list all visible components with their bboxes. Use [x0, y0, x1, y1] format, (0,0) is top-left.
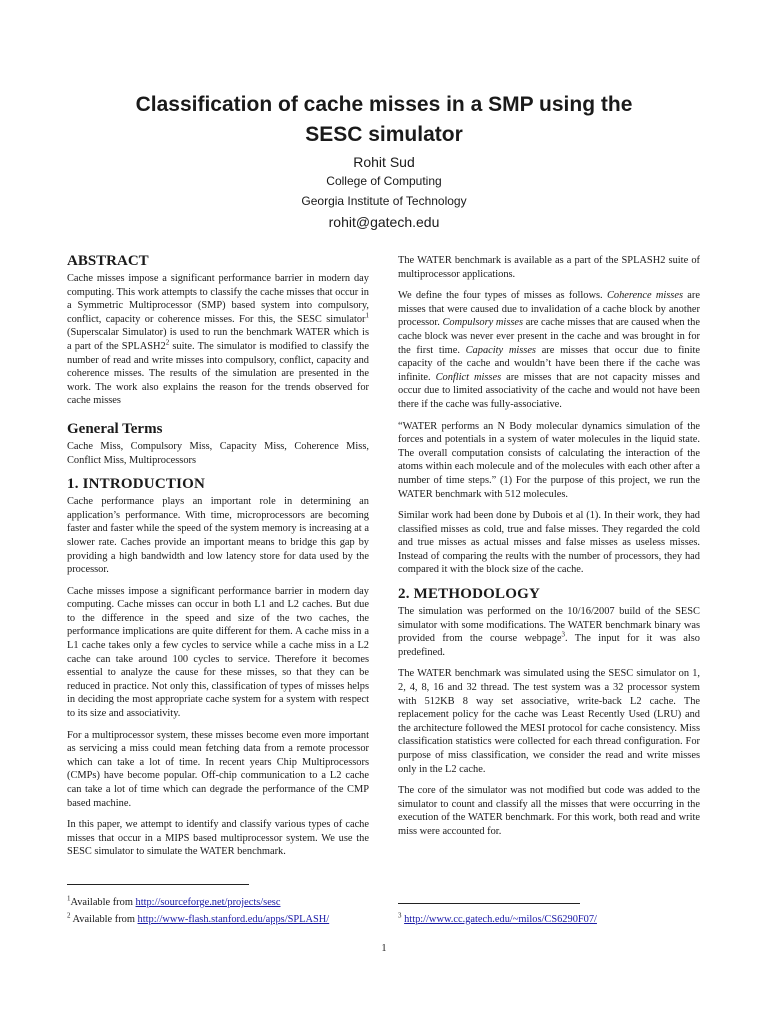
left-column: [67, 252, 369, 859]
water-availability-paragraph: The WATER benchmark is available as a part of the SPLASH2 suite of multiprocessor applications.: [398, 255, 700, 280]
title-line-1: Classification of cache misses in a SMP using the: [135, 93, 633, 116]
footnote-3: $^3$ http://www.cc.gatech.edu/~milos/CS6290F07/: [398, 911, 597, 925]
author-name: Rohit Sud: [353, 154, 415, 170]
abstract-text-a: Cache misses impose a significant performance barrier in modern day computing. This work attempts to classify the cache misses that occur in a Symmetric Multiprocessor (SMP) based system into compulsory, conflict, capacity or coherence misses. For this, the SESC simulator: [67, 273, 369, 325]
author-affiliation-1: College of Computing: [326, 174, 442, 188]
methodology-paragraph-2: The WATER benchmark was simulated using the SESC simulator on 1, 2, 4, 8, 16 and 32 thread. The test system was a 32 processor system with 512KB 8 way set associative, write-back L2 cache. The replacement policy for the cache was Least Recently Used (LRU) and the architecture followed the MESI protocol for cache consistency. Miss classification statistics were collected for each thread configuration. For purpose of miss classification, we consider the read and write misses only in the L2 cache.: [398, 668, 700, 775]
methodology-paragraph-3: The core of the simulator was not modified but code was added to the simulator to count and classify all the misses that were occurring in the execution of the WATER benchmark. For this work, both read and write miss were accounted for.: [398, 785, 700, 837]
abstract-heading: ABSTRACT: [67, 253, 149, 269]
footnote-ref-3: 3: [561, 630, 565, 639]
footnote-ref-2: 2: [165, 338, 170, 347]
related-work-paragraph: Similar work had been done by Dubois et al (1). In their work, they had classified misses as cold, true and false misses. They regarded the cold and true misses as actual misses and false misses as useless misses. Instead of comparing the reults with the number of processors, they had compared it with the block size of the cache.: [398, 510, 700, 576]
abstract-text-b: (Superscalar Simulator) is used to run the benchmark WATER which is a part of the SPLASH2: [67, 327, 369, 352]
general-terms-text: Cache Miss, Compulsory Miss, Capacity Miss, Coherence Miss, Conflict Miss, Multiprocessors: [67, 440, 369, 466]
page-number: 1: [381, 943, 387, 954]
author-email: rohit@gatech.edu: [328, 214, 440, 230]
footnote-rule-left: [67, 884, 249, 885]
term-conflict-misses: Conflict misses: [435, 371, 502, 383]
miss-definitions-paragraph: We define the four types of misses as follows. Coherence misses are misses that were caused due to invalidation of a cache block by another processor. Compulsory misses are cache misses that are caused when the cache block was never ever present in the cache and was brought in for the first time. Capacity misses are misses that occur due to finite capacity of the cache and wouldn’t have been there if the cache was infinite. Conflict misses are misses that are not capacity misses and occur due to limited associativity of the cache and would not have been there if the cache was fully-associative.: [398, 290, 700, 410]
sesc-link[interactable]: http://sourceforge.net/projects/sesc: [135, 897, 281, 908]
term-coherence-misses: Coherence misses: [606, 290, 683, 302]
intro-paragraph-1: Cache performance plays an important role in determining an application’s performance. With time, microprocessors are becoming faster and faster while the speed of the system memory is increasing at a slower rate. Caches provide an important means to bridge this gap by providing a high bandwidth and low latency store for data used by the processor.: [67, 496, 369, 576]
intro-paragraph-4: In this paper, we attempt to identify and classify various types of cache misses that occur in a MIPS based multiprocessor system. We use the SESC simulator to simulate the WATER benchmark.: [67, 819, 369, 858]
author-block: [60, 152, 708, 232]
title-line-2: SESC simulator: [305, 123, 463, 146]
paper-title: [60, 90, 708, 150]
right-column: [398, 254, 700, 839]
water-quote-paragraph: “WATER performs an N Body molecular dynamics simulation of the forces and potentials in a system of water molecules in the liquid state. The overall computation consists of calculating the interaction of the atoms within each molecule and of the molecules with each other after a number of time steps.” (1) For the purpose of this project, we run the WATER benchmark with 512 molecules.: [398, 420, 700, 500]
footnote-rule-right: [398, 903, 580, 904]
abstract-paragraph: [67, 272, 369, 408]
footnote-ref-1: 1: [365, 311, 369, 320]
term-compulsory-misses: Compulsory misses: [442, 317, 524, 329]
methodology-heading: 2. METHODOLOGY: [398, 586, 540, 603]
intro-paragraph-3: For a multiprocessor system, these misses become even more important as servicing a miss could mean fetching data from a remote processor which can take a lot of time. In recent years Chip Multiprocessors (CMPs) have become popular. Off-chip communication to a L2 cache can take a lot of time which can degrade the performance of the CMP based machine.: [67, 729, 369, 809]
author-affiliation-2: Georgia Institute of Technology: [301, 194, 467, 208]
footnote-1: $^1$Available from http://sourceforge.net/projects/sesc: [67, 894, 281, 908]
course-webpage-link[interactable]: http://www.cc.gatech.edu/~milos/CS6290F07/: [404, 914, 597, 925]
introduction-heading: 1. INTRODUCTION: [67, 476, 206, 493]
footnote-2: $^2$ Available from http://www-flash.stanford.edu/apps/SPLASH/: [67, 911, 330, 925]
term-capacity-misses: Capacity misses: [465, 344, 536, 356]
methodology-paragraph-1: The simulation was performed on the 10/16/2007 build of the SESC simulator with some modifications. The WATER benchmark binary was provided from the course webpage$^3$. The input for it was also predefined.: [398, 606, 700, 658]
abstract-text-c: suite. The simulator is modified to classify the number of read and write misses into compulsory, conflict, capacity and coherence misses. The results of the simulation are presented in the work. The work also explains the reason for the trends observed for cache misses: [67, 340, 369, 407]
splash-link[interactable]: http://www-flash.stanford.edu/apps/SPLASH/: [137, 914, 330, 925]
general-terms-heading: General Terms: [67, 420, 163, 437]
intro-paragraph-2: Cache misses impose a significant performance barrier in modern day computing. Cache misses can occur in both L1 and L2 caches. But due to the difference in the speed and size of the two caches, the performance implications are quite different for them. A cache miss in a L1 cache takes only a few cycles to service while a cache miss in a L2 cache can take around 100 cycles to service. Therefore it becomes essential to analyze the cause for these misses, so that they can be reduced in practice. Not only this, classification of types of misses helps in deciding the most appropriate cache system for a system with respect to its size and associativity.: [67, 585, 369, 720]
